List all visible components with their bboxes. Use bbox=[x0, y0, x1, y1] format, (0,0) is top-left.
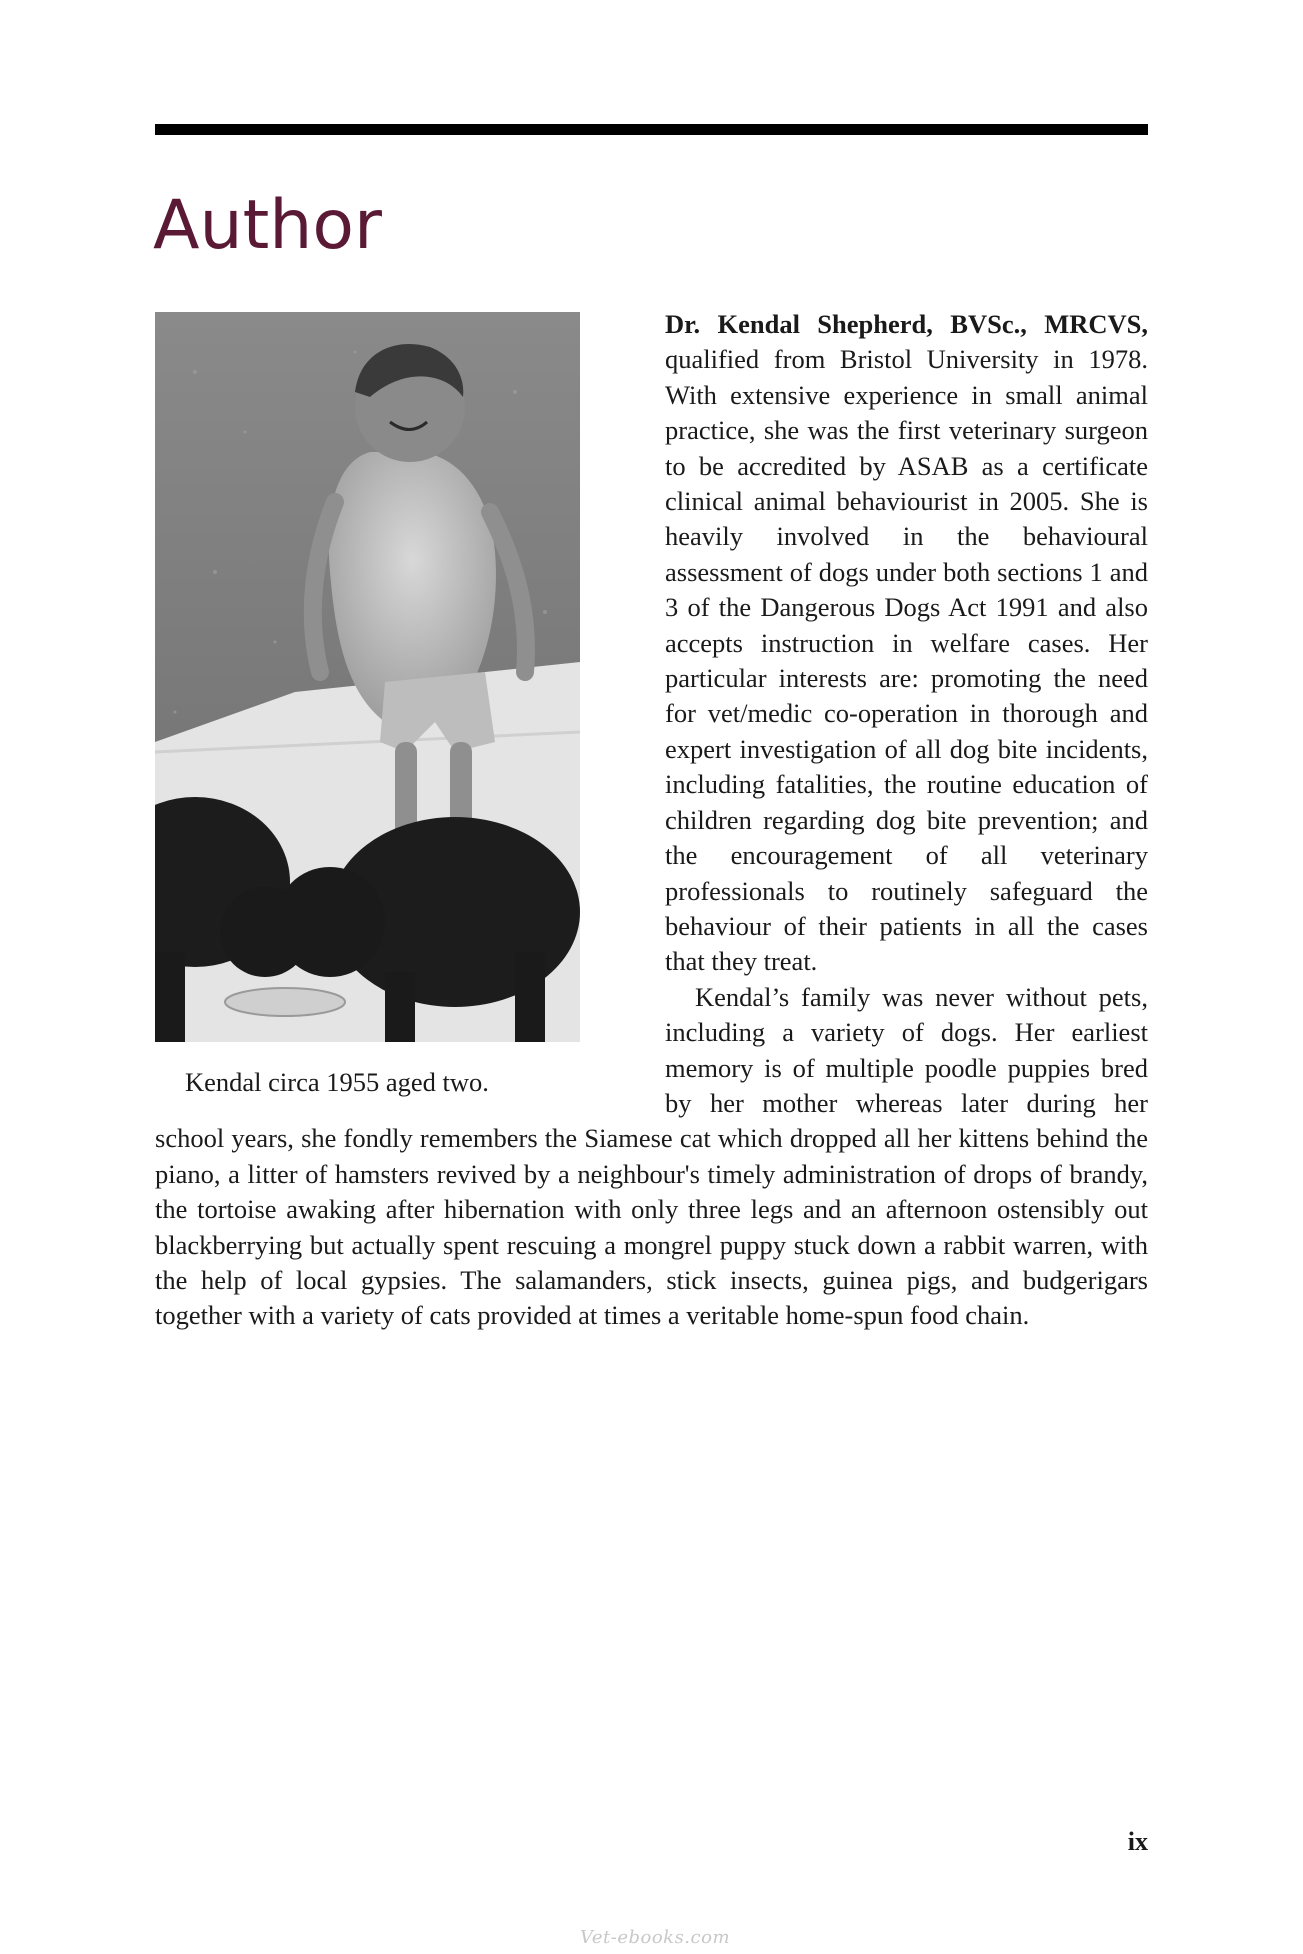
bio-paragraph-2: Kendal’s family was never without pets, including a variety of dogs. Her earliest memory is of multiple poodle puppies bred by her mother whereas later during her school years, she fondly remembers the Siamese cat which dropped all her kittens behind the piano, a litter of hamsters revived by a neighbour's timely administration of drops of brandy, the tortoise awaking after hibernation with only three legs and an afternoon ostensibly out blackberrying but actually spent rescuing a mongrel puppy stuck down a rabbit warren, with the help of local gypsies. The salamanders, stick insects, guinea pigs, and budgerigars together with a variety of cats provided at times a veritable home-spun food chain. bbox=[155, 981, 1148, 1331]
bio-paragraph-1-text: qualified from Bristol University in 1978. With extensive experience in small animal practice, she was the first veterinary surgeon to be accredited by ASAB as a certificate clinical animal behaviourist in 2005. She is heavily involved in the behavioural assessment of dogs under both sections 1 and 3 of the Dangerous Dogs Act 1991 and also accepts instruction in welfare cases. Her particular interests are: promoting the need for vet/medic co-operation in thorough and expert investigation of all dog bite incidents, including fatalities, the routine education of children regarding dog bite prevention; and the encouragement of all veterinary professionals to routinely safeguard the behaviour of their patients in all the cases that they treat. bbox=[665, 344, 1148, 977]
page-title: Author bbox=[153, 186, 382, 265]
photo-caption: Kendal circa 1955 aged two. bbox=[185, 1067, 489, 1097]
author-credentials: Dr. Kendal Shepherd, BVSc., MRCVS, bbox=[665, 309, 1148, 339]
author-childhood-photo bbox=[155, 312, 580, 1042]
header-rule bbox=[155, 124, 1148, 135]
author-photo-figure bbox=[155, 307, 615, 1107]
page-number: ix bbox=[1127, 1827, 1148, 1856]
author-bio bbox=[155, 307, 1148, 1334]
watermark-logo: Vet-ebooks.com bbox=[580, 1927, 731, 1948]
